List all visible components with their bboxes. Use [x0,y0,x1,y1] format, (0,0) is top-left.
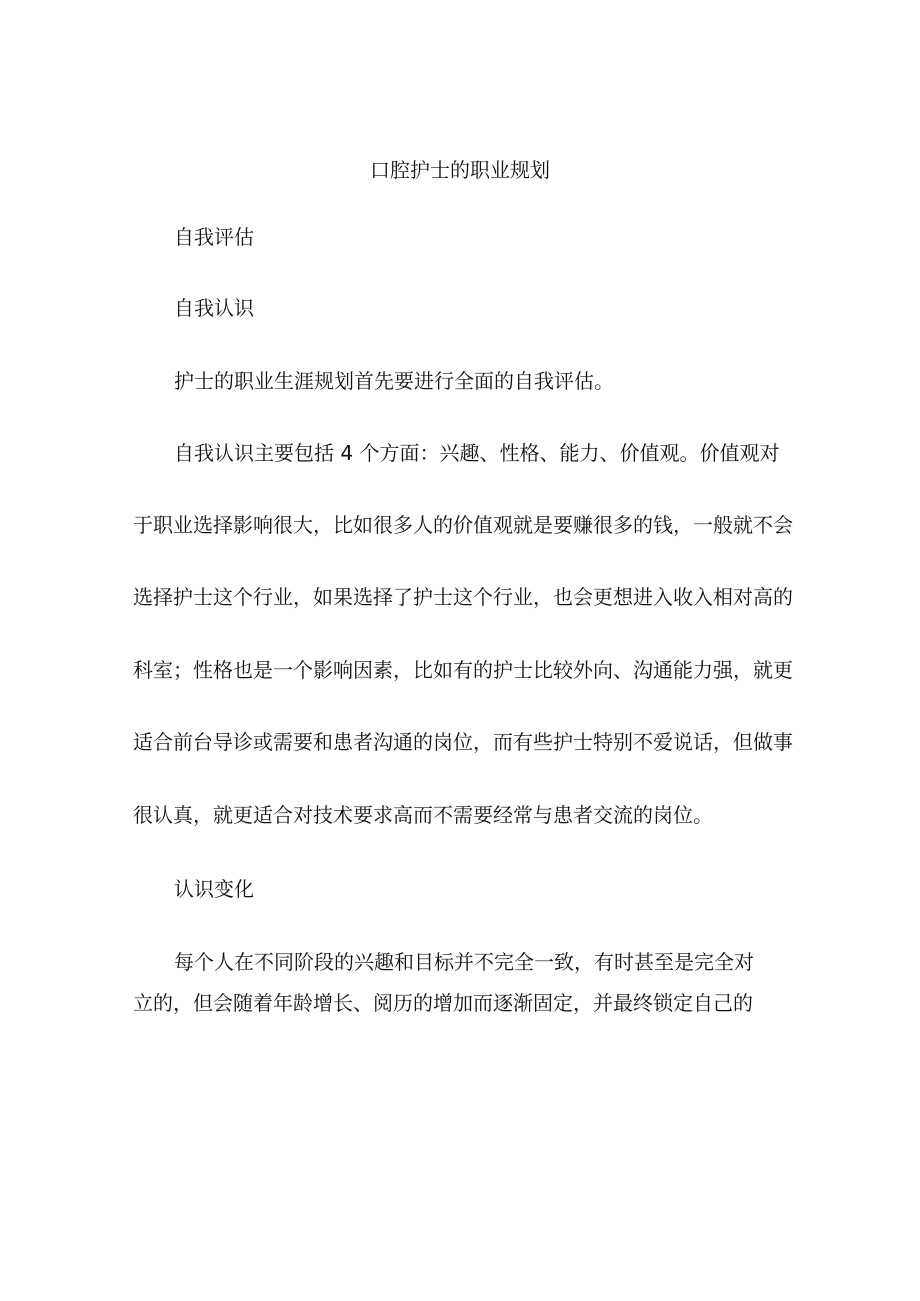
paragraph-line: 每个人在不同阶段的兴趣和目标并不完全一致，有时甚至是完全对 [174,950,754,974]
heading-change: 认识变化 [174,877,254,901]
paragraph-line: 很认真，就更适合对技术要求高而不需要经常与患者交流的岗位。 [133,803,713,827]
paragraph-line: 于职业选择影响很大，比如很多人的价值观就是要赚很多的钱，一般就不会 [133,513,793,537]
heading-self-assessment: 自我评估 [174,225,254,249]
paragraph-line: 立的，但会随着年龄增长、阅历的增加而逐渐固定，并最终锁定自己的 [133,991,753,1015]
paragraph-line: 适合前台导诊或需要和患者沟通的岗位，而有些护士特别不爱说话，但做事 [133,730,793,754]
paragraph-intro: 护士的职业生涯规划首先要进行全面的自我评估。 [174,369,614,393]
heading-self-awareness: 自我认识 [174,296,254,320]
paragraph-line: 科室；性格也是一个影响因素，比如有的护士比较外向、沟通能力强，就更 [133,658,793,682]
page-title: 口腔护士的职业规划 [370,158,550,182]
paragraph-line: 自我认识主要包括 4 个方面：兴趣、性格、能力、价值观。价值观对 [174,441,780,465]
paragraph-line: 选择护士这个行业，如果选择了护士这个行业，也会更想进入收入相对高的 [133,585,793,609]
